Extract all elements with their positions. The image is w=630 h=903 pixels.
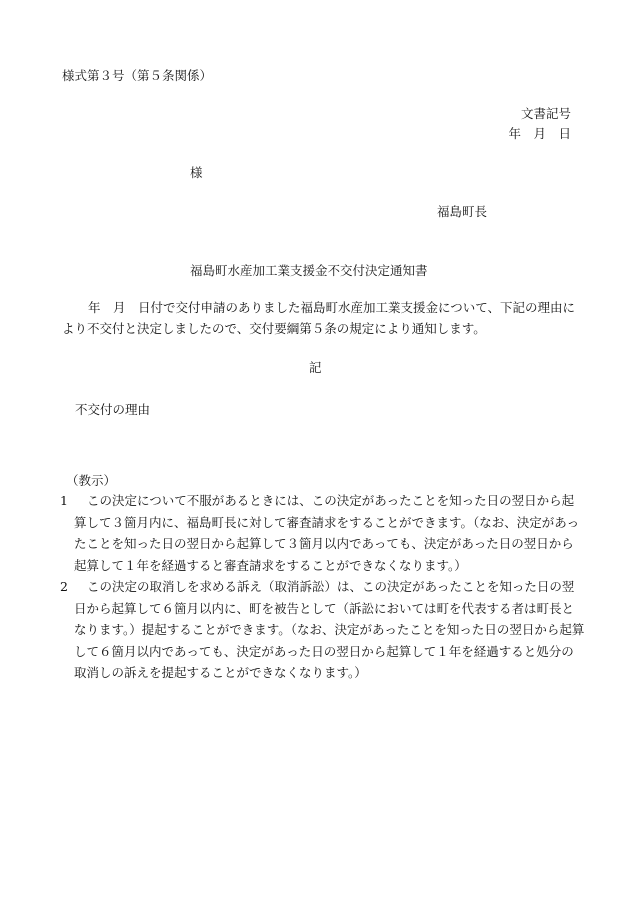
document-title: 福島町水産加工業支援金不交付決定通知書 [190,263,428,278]
notice-item [60,576,585,684]
sender-name: 福島町長 [437,204,488,219]
ki-heading: 記 [309,360,322,375]
recipient-honorific: 様 [190,165,203,180]
notice-list [60,490,585,684]
notice-item-text: この決定の取消しを求める訴え（取消訴訟）は、この決定があったことを知った日の翌日から起算して６箇月以内に、町を被告として（訴訟においては町を代表する者は町長となります。）提起することができます。（なお、決定があったことを知った日の翌日から起算して６箇月以内であっても、決定があった日の翌日から起算して１年を経過すると処分の取消しの訴えを提起することができなくなります。） [74,579,585,680]
document-date: 年 月 日 [508,126,571,141]
body-paragraph: 年 月 日付で交付申請のありました福島町水産加工業支援金について、下記の理由により不交付と決定しましたので、交付要綱第５条の規定により通知します。 [62,300,576,336]
document-number: 文書記号 [520,106,571,121]
notice-heading: （教示） [66,473,117,488]
notice-item-text: この決定について不服があるときには、この決定があったことを知った日の翌日から起算して３箇月内に、福島町長に対して審査請求をすることができます。（なお、決定があったことを知った日の翌日から起算して３箇月以内であっても、決定があった日の翌日から起算して１年を経過すると審査請求をすることができなくなります。） [74,493,580,573]
notice-item [60,490,585,576]
form-number: 様式第３号（第５条関係） [62,68,213,83]
notice-item-number: 2 [60,579,68,594]
notice-item-number: 1 [60,493,68,508]
reason-label: 不交付の理由 [75,402,151,417]
